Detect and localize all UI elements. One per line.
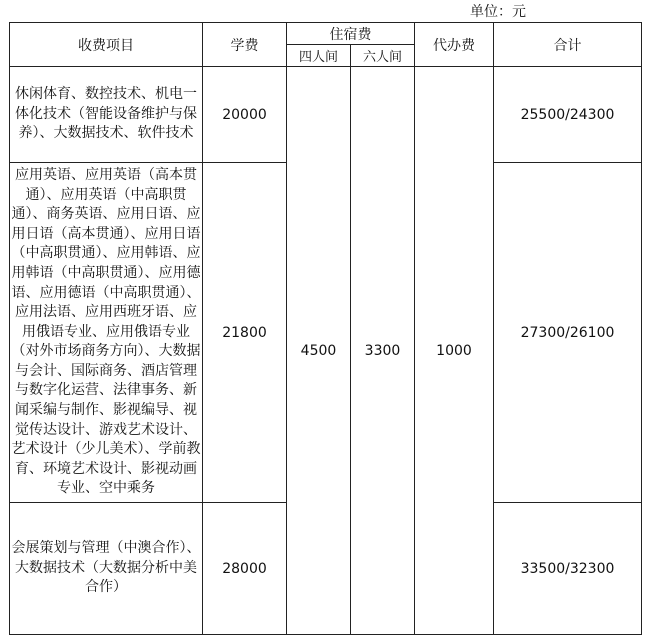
shared-four-person-room: 4500 [287, 67, 351, 635]
header-accommodation: 住宿费 [287, 23, 415, 45]
header-agency-fee: 代办费 [415, 23, 494, 67]
unit-note: 单位：元 [470, 4, 526, 20]
fee-table [9, 22, 642, 635]
header-total: 合计 [494, 23, 642, 67]
row-total: 25500/24300 [494, 67, 642, 163]
header-item: 收费项目 [10, 23, 203, 67]
shared-agency-fee: 1000 [415, 67, 494, 635]
table-row [10, 67, 642, 163]
row-total: 27300/26100 [494, 163, 642, 503]
row-tuition: 21800 [203, 163, 287, 503]
shared-six-person-room: 3300 [351, 67, 415, 635]
row-tuition: 28000 [203, 503, 287, 635]
header-six-person-room: 六人间 [351, 45, 415, 67]
header-four-person-room: 四人间 [287, 45, 351, 67]
row-item: 应用英语、应用英语（高本贯通）、应用英语（中高职贯通）、商务英语、应用日语、应用日语（高本贯通）、应用日语（中高职贯通）、应用韩语、应用韩语（中高职贯通）、应用德语、应用德语（中高职贯通）、应用法语、应用西班牙语、应用俄语专业、应用俄语专业（对外市场商务方向）、大数据与会计、国际商务、酒店管理与数字化运营、法律事务、新闻采编与制作、影视编导、视觉传达设计、游戏艺术设计、艺术设计（少儿美术）、学前教育、环境艺术设计、影视动画专业、空中乘务 [10, 163, 203, 503]
row-total: 33500/32300 [494, 503, 642, 635]
row-item: 休闲体育、数控技术、机电一体化技术（智能设备维护与保养）、大数据技术、软件技术 [10, 67, 203, 163]
row-tuition: 20000 [203, 67, 287, 163]
header-tuition: 学费 [203, 23, 287, 67]
row-item: 会展策划与管理（中澳合作）、大数据技术（大数据分析中美合作） [10, 503, 203, 635]
header-row [10, 23, 642, 45]
